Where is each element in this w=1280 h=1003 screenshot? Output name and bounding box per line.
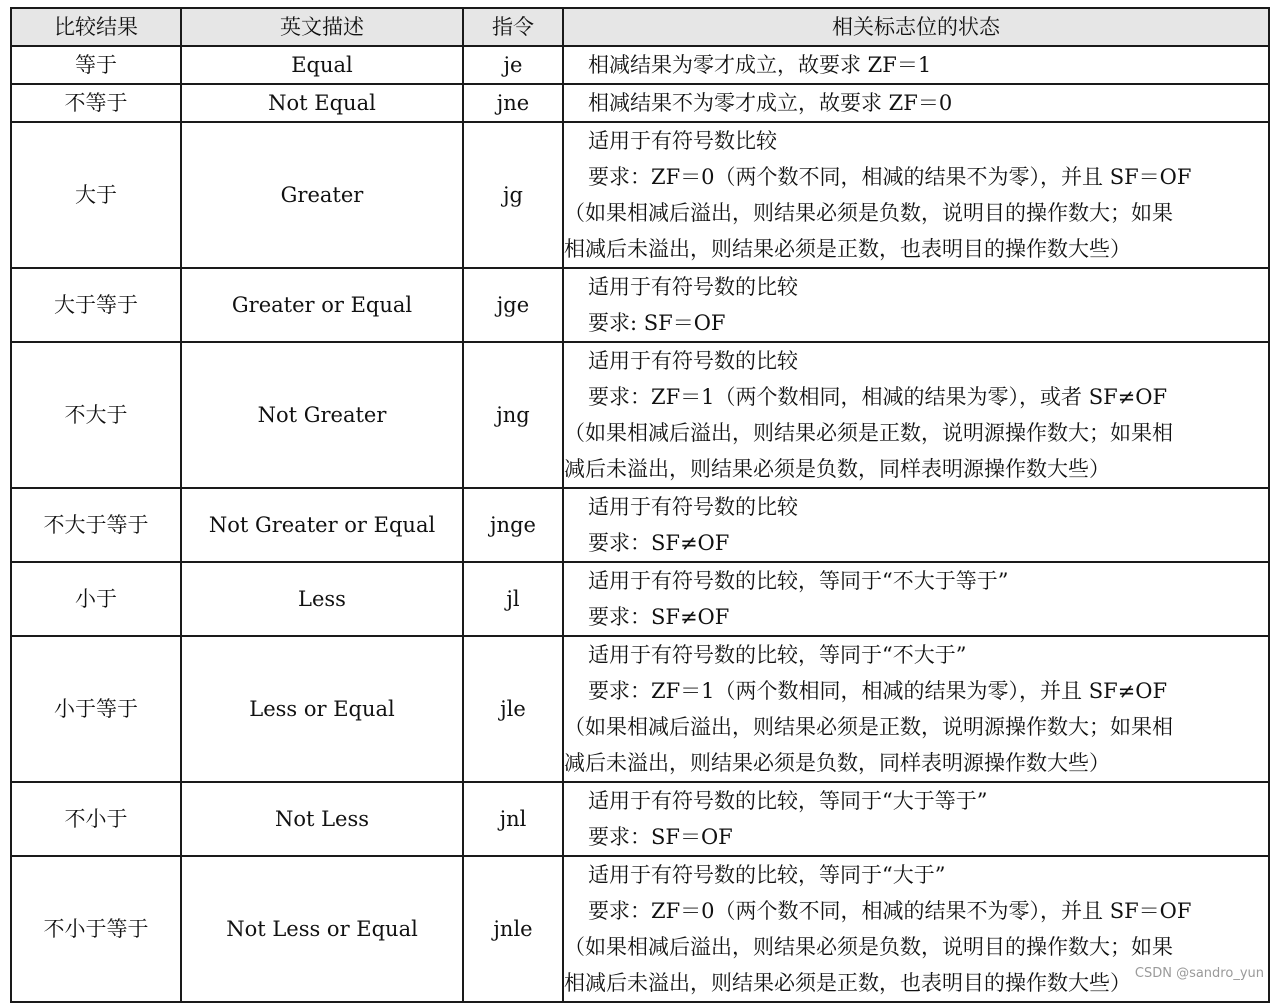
result-cell: 小于等于 <box>11 636 181 782</box>
flags-line: （如果相减后溢出，则结果必须是正数，说明源操作数大；如果相 <box>564 421 1173 445</box>
flags-line: 适用于有符号数的比较 <box>588 495 798 519</box>
english-cell: Equal <box>181 46 463 84</box>
english-cell: Not Less <box>181 782 463 856</box>
result-cell: 小于 <box>11 562 181 636</box>
english-cell: Not Equal <box>181 84 463 122</box>
table-row <box>11 488 1269 562</box>
table-row <box>11 636 1269 782</box>
flags-line: 减后未溢出，则结果必须是负数，同样表明源操作数大些） <box>564 751 1110 775</box>
result-cell: 大于 <box>11 122 181 268</box>
english-cell: Not Greater <box>181 342 463 488</box>
result-cell: 等于 <box>11 46 181 84</box>
flags-line: 要求: SF＝OF <box>588 311 726 335</box>
watermark: CSDN @sandro_yun <box>1134 966 1264 981</box>
table-row <box>11 342 1269 488</box>
flags-cell <box>563 122 1269 268</box>
flags-cell <box>563 342 1269 488</box>
result-cell: 不等于 <box>11 84 181 122</box>
result-cell: 大于等于 <box>11 268 181 342</box>
header-row <box>11 8 1269 46</box>
flags-line: 要求：ZF＝0（两个数不同，相减的结果不为零），并且 SF＝OF <box>588 165 1192 189</box>
comparison-table <box>10 7 1270 1003</box>
result-cell: 不大于 <box>11 342 181 488</box>
header-english: 英文描述 <box>181 8 463 46</box>
instruction-cell: jl <box>463 562 563 636</box>
english-cell: Less <box>181 562 463 636</box>
flags-line: 要求：ZF＝1（两个数相同，相减的结果为零），或者 SF≠OF <box>588 385 1168 409</box>
flags-line: 适用于有符号数的比较 <box>588 275 798 299</box>
instruction-cell: jg <box>463 122 563 268</box>
instruction-cell: jle <box>463 636 563 782</box>
instruction-cell: jnle <box>463 856 563 1002</box>
table-header <box>11 8 1269 46</box>
header-instruction: 指令 <box>463 8 563 46</box>
flags-line: 相减后未溢出，则结果必须是正数，也表明目的操作数大些） <box>564 237 1131 261</box>
header-result: 比较结果 <box>11 8 181 46</box>
instruction-cell: je <box>463 46 563 84</box>
table-row <box>11 782 1269 856</box>
flags-line: 要求：ZF＝1（两个数相同，相减的结果为零），并且 SF≠OF <box>588 679 1168 703</box>
flags-line: 相减结果为零才成立，故要求 ZF＝1 <box>588 53 932 77</box>
flags-cell <box>563 268 1269 342</box>
flags-line: （如果相减后溢出，则结果必须是负数，说明目的操作数大；如果 <box>564 201 1173 225</box>
flags-line: 适用于有符号数的比较，等同于“大于” <box>588 863 946 887</box>
flags-line: 适用于有符号数的比较，等同于“大于等于” <box>588 789 988 813</box>
table-row <box>11 122 1269 268</box>
flags-line: 适用于有符号数的比较，等同于“不大于” <box>588 643 967 667</box>
flags-line: 相减结果不为零才成立，故要求 ZF＝0 <box>588 91 953 115</box>
flags-line: 适用于有符号数比较 <box>588 129 777 153</box>
flags-line: 要求：SF＝OF <box>588 825 733 849</box>
table-body <box>11 46 1269 1002</box>
english-cell: Not Less or Equal <box>181 856 463 1002</box>
flags-line: 要求：SF≠OF <box>588 531 730 555</box>
flags-cell <box>563 488 1269 562</box>
english-cell: Less or Equal <box>181 636 463 782</box>
flags-line: （如果相减后溢出，则结果必须是负数，说明目的操作数大；如果 <box>564 935 1173 959</box>
flags-line: （如果相减后溢出，则结果必须是正数，说明源操作数大；如果相 <box>564 715 1173 739</box>
table-row <box>11 562 1269 636</box>
table-row <box>11 856 1269 1002</box>
flags-line: 要求：ZF＝0（两个数不同，相减的结果不为零），并且 SF＝OF <box>588 899 1192 923</box>
flags-cell <box>563 46 1269 84</box>
instruction-cell: jnl <box>463 782 563 856</box>
english-cell: Not Greater or Equal <box>181 488 463 562</box>
header-flags: 相关标志位的状态 <box>563 8 1269 46</box>
instruction-cell: jnge <box>463 488 563 562</box>
table-row <box>11 84 1269 122</box>
table-row <box>11 46 1269 84</box>
english-cell: Greater or Equal <box>181 268 463 342</box>
flags-line: 要求：SF≠OF <box>588 605 730 629</box>
english-cell: Greater <box>181 122 463 268</box>
flags-cell <box>563 782 1269 856</box>
result-cell: 不小于等于 <box>11 856 181 1002</box>
result-cell: 不小于 <box>11 782 181 856</box>
flags-line: 适用于有符号数的比较 <box>588 349 798 373</box>
table-row <box>11 268 1269 342</box>
flags-line: 相减后未溢出，则结果必须是正数，也表明目的操作数大些） <box>564 971 1131 995</box>
instruction-cell: jng <box>463 342 563 488</box>
flags-line: 适用于有符号数的比较，等同于“不大于等于” <box>588 569 1009 593</box>
flags-cell <box>563 636 1269 782</box>
result-cell: 不大于等于 <box>11 488 181 562</box>
flags-line: 减后未溢出，则结果必须是负数，同样表明源操作数大些） <box>564 457 1110 481</box>
flags-cell <box>563 562 1269 636</box>
flags-cell <box>563 84 1269 122</box>
instruction-cell: jne <box>463 84 563 122</box>
instruction-cell: jge <box>463 268 563 342</box>
